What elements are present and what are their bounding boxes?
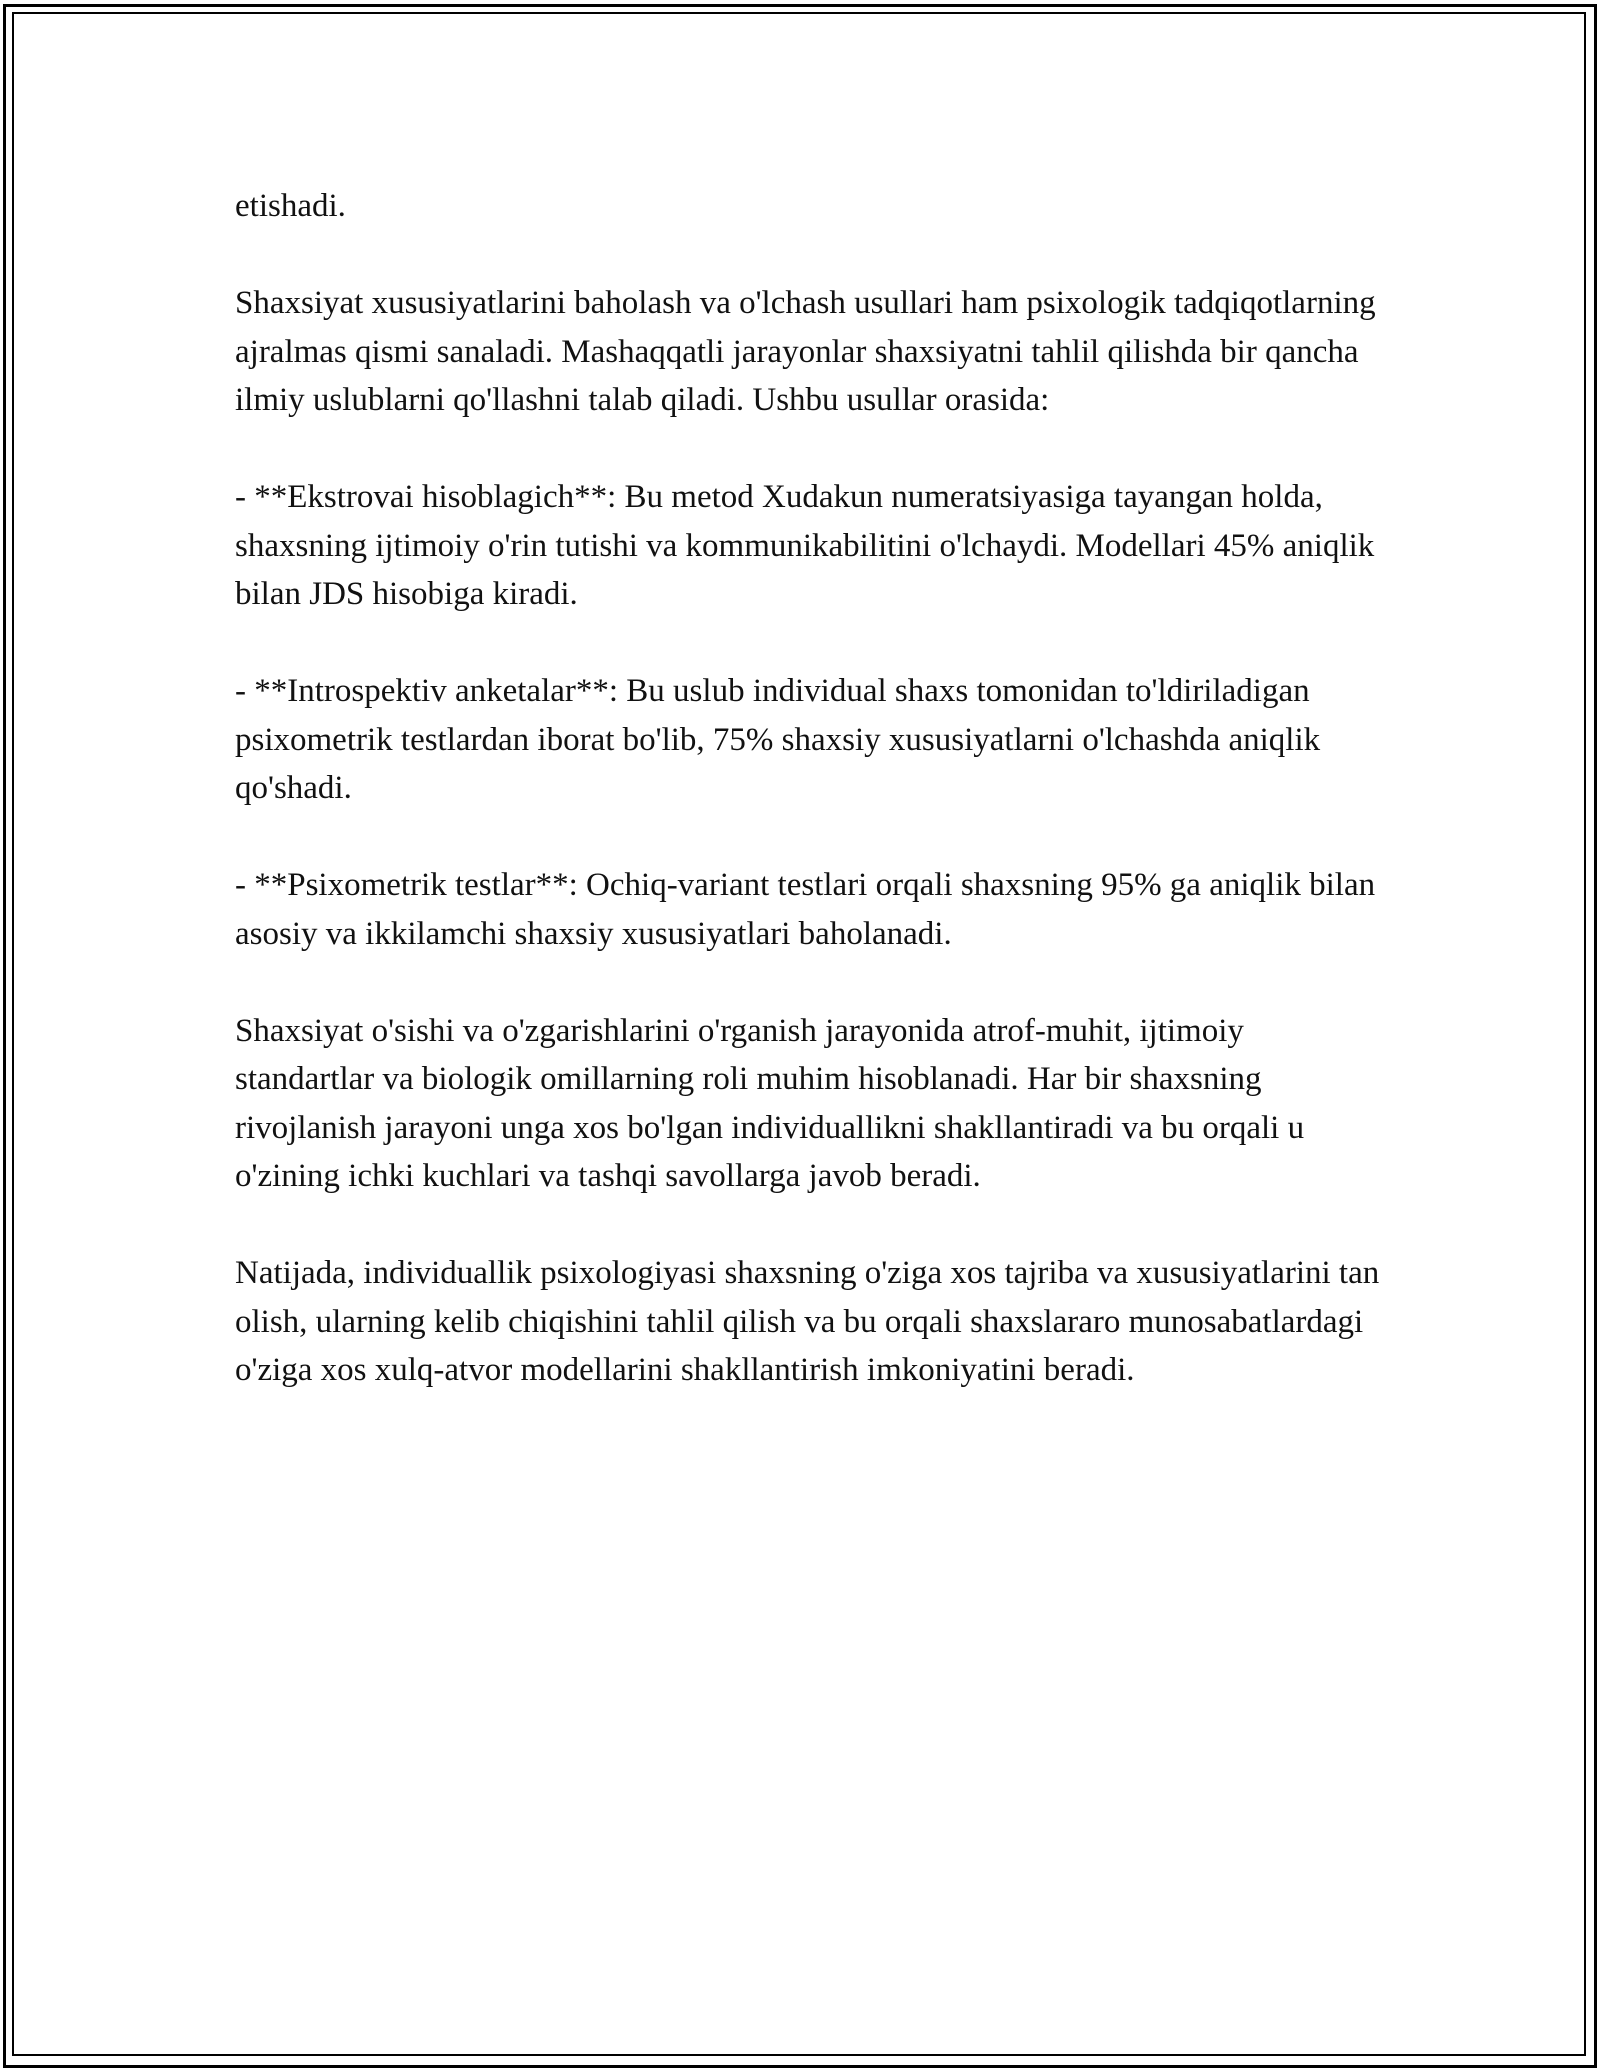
paragraph-conclusion: Natijada, individuallik psixologiyasi shaxsning o'ziga xos tajriba va xususiyatlarini tan olish, ularning kelib chiqishini tahlil qilish va bu orqali shaxslararo munosabatlardagi o'ziga xos xulq-atvor modellarini shakllantirish imkoniyatini beradi.: [235, 1255, 1380, 1388]
list-item-ekstrovai: - **Ekstrovai hisoblagich**: Bu metod Xudakun numeratsiyasiga tayangan holda, shaxsning ijtimoiy o'rin tutishi va kommunikabilitini o'lchaydi. Modellari 45% aniqlik bilan JDS hisobiga kiradi.: [235, 479, 1375, 612]
document-body: [235, 182, 1385, 1443]
paragraph-methods-intro: Shaxsiyat xususiyatlarini baholash va o'lchash usullari ham psixologik tadqiqotlarning ajralmas qismi sanaladi. Mashaqqatli jarayonlar shaxsiyatni tahlil qilishda bir qancha ilmiy uslublarni qo'llashni talab qiladi. Ushbu usullar orasida:: [235, 285, 1376, 418]
list-item-psixometrik: - **Psixometrik testlar**: Ochiq-variant testlari orqali shaxsning 95% ga aniqlik bilan asosiy va ikkilamchi shaxsiy xususiyatlari baholanadi.: [235, 867, 1376, 952]
list-item-introspektiv: - **Introspektiv anketalar**: Bu uslub individual shaxs tomonidan to'ldiriladigan psixometrik testlardan iborat bo'lib, 75% shaxsiy xususiyatlarni o'lchashda aniqlik qo'shadi.: [235, 673, 1321, 806]
paragraph-continuation: etishadi.: [235, 188, 346, 224]
paragraph-development: Shaxsiyat o'sishi va o'zgarishlarini o'rganish jarayonida atrof-muhit, ijtimoiy standartlar va biologik omillarning roli muhim hisoblanadi. Har bir shaxsning rivojlanish jarayoni unga xos bo'lgan individuallikni shakllantiradi va bu orqali u o'zining ichki kuchlari va tashqi savollarga javob beradi.: [235, 1012, 1305, 1194]
